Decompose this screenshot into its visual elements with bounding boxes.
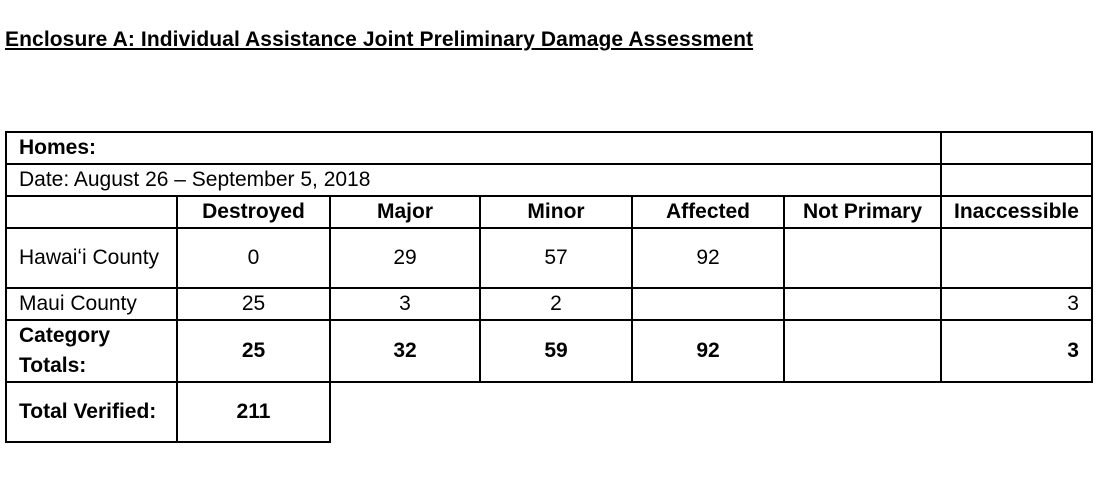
header-corner-cell [6, 196, 177, 228]
cell-hawaii-minor: 57 [480, 228, 632, 288]
column-header-minor: Minor [480, 196, 632, 228]
date-empty-cell [941, 164, 1092, 196]
cell-maui-affected [632, 288, 784, 320]
total-verified-row [6, 382, 1092, 442]
cell-maui-destroyed: 25 [177, 288, 330, 320]
homes-row [6, 132, 1092, 164]
cell-totals-destroyed: 25 [177, 320, 330, 382]
date-label: Date: August 26 – September 5, 2018 [6, 164, 941, 196]
cell-maui-minor: 2 [480, 288, 632, 320]
cell-hawaii-major: 29 [330, 228, 480, 288]
column-header-affected: Affected [632, 196, 784, 228]
table-row [6, 228, 1092, 288]
column-header-inaccessible: Inaccessible [941, 196, 1092, 228]
cell-totals-minor: 59 [480, 320, 632, 382]
cell-totals-affected: 92 [632, 320, 784, 382]
table-row [6, 320, 1092, 382]
cell-hawaii-inaccessible [941, 228, 1092, 288]
cell-hawaii-affected: 92 [632, 228, 784, 288]
cell-totals-major: 32 [330, 320, 480, 382]
cell-maui-major: 3 [330, 288, 480, 320]
column-header-not-primary: Not Primary [784, 196, 941, 228]
table-row [6, 288, 1092, 320]
homes-empty-cell [941, 132, 1092, 164]
cell-totals-not-primary [784, 320, 941, 382]
cell-hawaii-not-primary [784, 228, 941, 288]
row-label-hawaii-county: Hawaiʻi County [6, 228, 177, 288]
row-label-category-totals: Category Totals: [6, 320, 177, 382]
cell-maui-not-primary [784, 288, 941, 320]
homes-label: Homes: [6, 132, 941, 164]
date-row [6, 164, 1092, 196]
total-verified-value: 211 [177, 382, 330, 442]
header-row [6, 196, 1092, 228]
cell-maui-inaccessible: 3 [941, 288, 1092, 320]
cell-hawaii-destroyed: 0 [177, 228, 330, 288]
row-label-maui-county: Maui County [6, 288, 177, 320]
document-title: Enclosure A: Individual Assistance Joint Preliminary Damage Assessment [5, 28, 754, 51]
damage-assessment-table [5, 131, 1093, 443]
total-verified-label: Total Verified: [6, 382, 177, 442]
cell-totals-inaccessible: 3 [941, 320, 1092, 382]
column-header-major: Major [330, 196, 480, 228]
column-header-destroyed: Destroyed [177, 196, 330, 228]
